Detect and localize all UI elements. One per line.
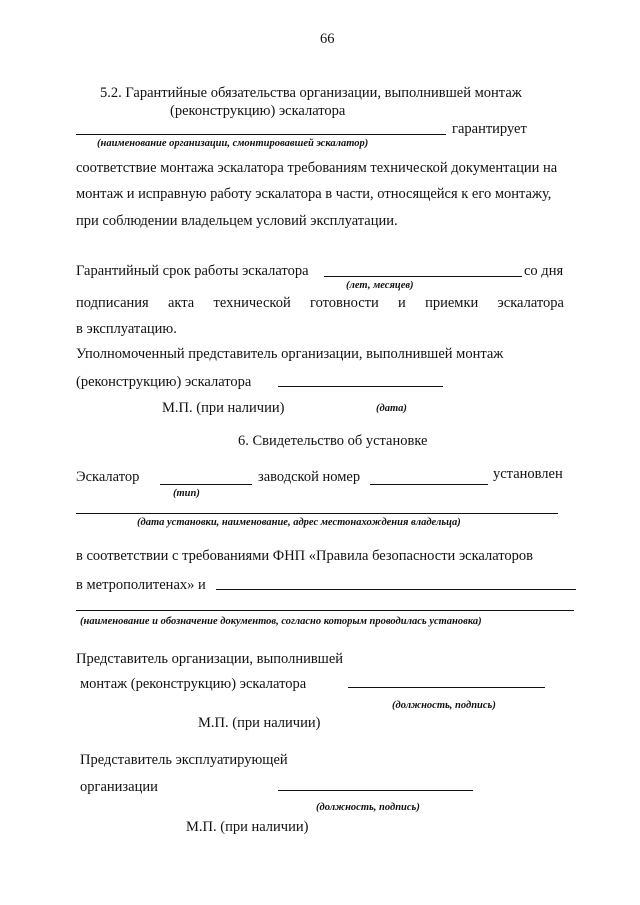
caption-installation: (дата установки, наименование, адрес местонахождения владельца) — [137, 517, 461, 528]
section-heading-line1: 5.2. Гарантийные обязательства организации, выполнившей монтаж — [100, 85, 522, 101]
word: эскалатора — [497, 295, 564, 311]
installed-label: установлен — [493, 466, 563, 482]
section6-heading: 6. Свидетельство об установке — [238, 433, 428, 449]
caption-type: (тип) — [173, 488, 200, 499]
para-line: монтаж и исправную работу эскалатора в части, относящейся к его монтажу, — [76, 186, 552, 202]
installation-details-blank[interactable] — [76, 513, 558, 514]
caption-documents: (наименование и обозначение документов, согласно которым проводилась установка) — [80, 616, 482, 627]
installer-signature-blank[interactable] — [348, 687, 545, 688]
word: подписания — [76, 295, 149, 311]
warranty-period-blank[interactable] — [324, 276, 522, 277]
operator-rep-line1: Представитель эксплуатирующей — [80, 752, 288, 768]
word: акта — [168, 295, 195, 311]
word: приемки — [425, 295, 479, 311]
serial-number-blank[interactable] — [370, 484, 488, 485]
compliance-line2: в метрополитенах» и — [76, 577, 206, 593]
date-blank[interactable] — [278, 386, 443, 387]
rep-line1: Уполномоченный представитель организации, выполнившей монтаж — [76, 346, 504, 362]
stamp-label: М.П. (при наличии) — [186, 819, 309, 835]
operator-rep-line2: организации — [80, 779, 158, 795]
caption-position-signature: (должность, подпись) — [316, 802, 420, 813]
warranty-label: Гарантийный срок работы эскалатора — [76, 263, 309, 279]
type-blank[interactable] — [160, 484, 252, 485]
guarantees-label: гарантирует — [452, 121, 527, 137]
org-name-blank[interactable] — [76, 134, 446, 135]
word: технической — [213, 295, 291, 311]
compliance-line1: в соответствии с требованиями ФНП «Правила безопасности эскалаторов — [76, 548, 534, 564]
section-heading-line2: (реконструкцию) эскалатора — [170, 103, 346, 119]
serial-number-label: заводской номер — [258, 469, 361, 485]
stamp-label: М.П. (при наличии) — [162, 400, 285, 416]
caption-org-name: (наименование организации, смонтировавшей эскалатор) — [97, 138, 369, 149]
caption-period: (лет, месяцев) — [346, 280, 414, 291]
rep-line2: (реконструкцию) эскалатора — [76, 374, 252, 390]
documents-blank[interactable] — [216, 589, 576, 590]
installer-rep-line1: Представитель организации, выполнившей — [76, 651, 344, 667]
word: готовности — [309, 295, 379, 311]
justified-line — [76, 294, 564, 312]
stamp-label: М.П. (при наличии) — [198, 715, 321, 731]
from-day-label: со дня — [524, 263, 564, 279]
installer-rep-line2: монтаж (реконструкцию) эскалатора — [80, 676, 307, 692]
word: и — [398, 295, 406, 311]
para-line: при соблюдении владельцем условий эксплуатации. — [76, 213, 398, 229]
page-number: 66 — [320, 31, 335, 47]
caption-date: (дата) — [376, 403, 407, 414]
documents-blank-2[interactable] — [76, 610, 574, 611]
para-line: соответствие монтажа эскалатора требованиям технической документации на — [76, 160, 558, 176]
escalator-label: Эскалатор — [76, 469, 140, 485]
caption-position-signature: (должность, подпись) — [392, 700, 496, 711]
operator-signature-blank[interactable] — [278, 790, 473, 791]
para-line: в эксплуатацию. — [76, 321, 177, 337]
